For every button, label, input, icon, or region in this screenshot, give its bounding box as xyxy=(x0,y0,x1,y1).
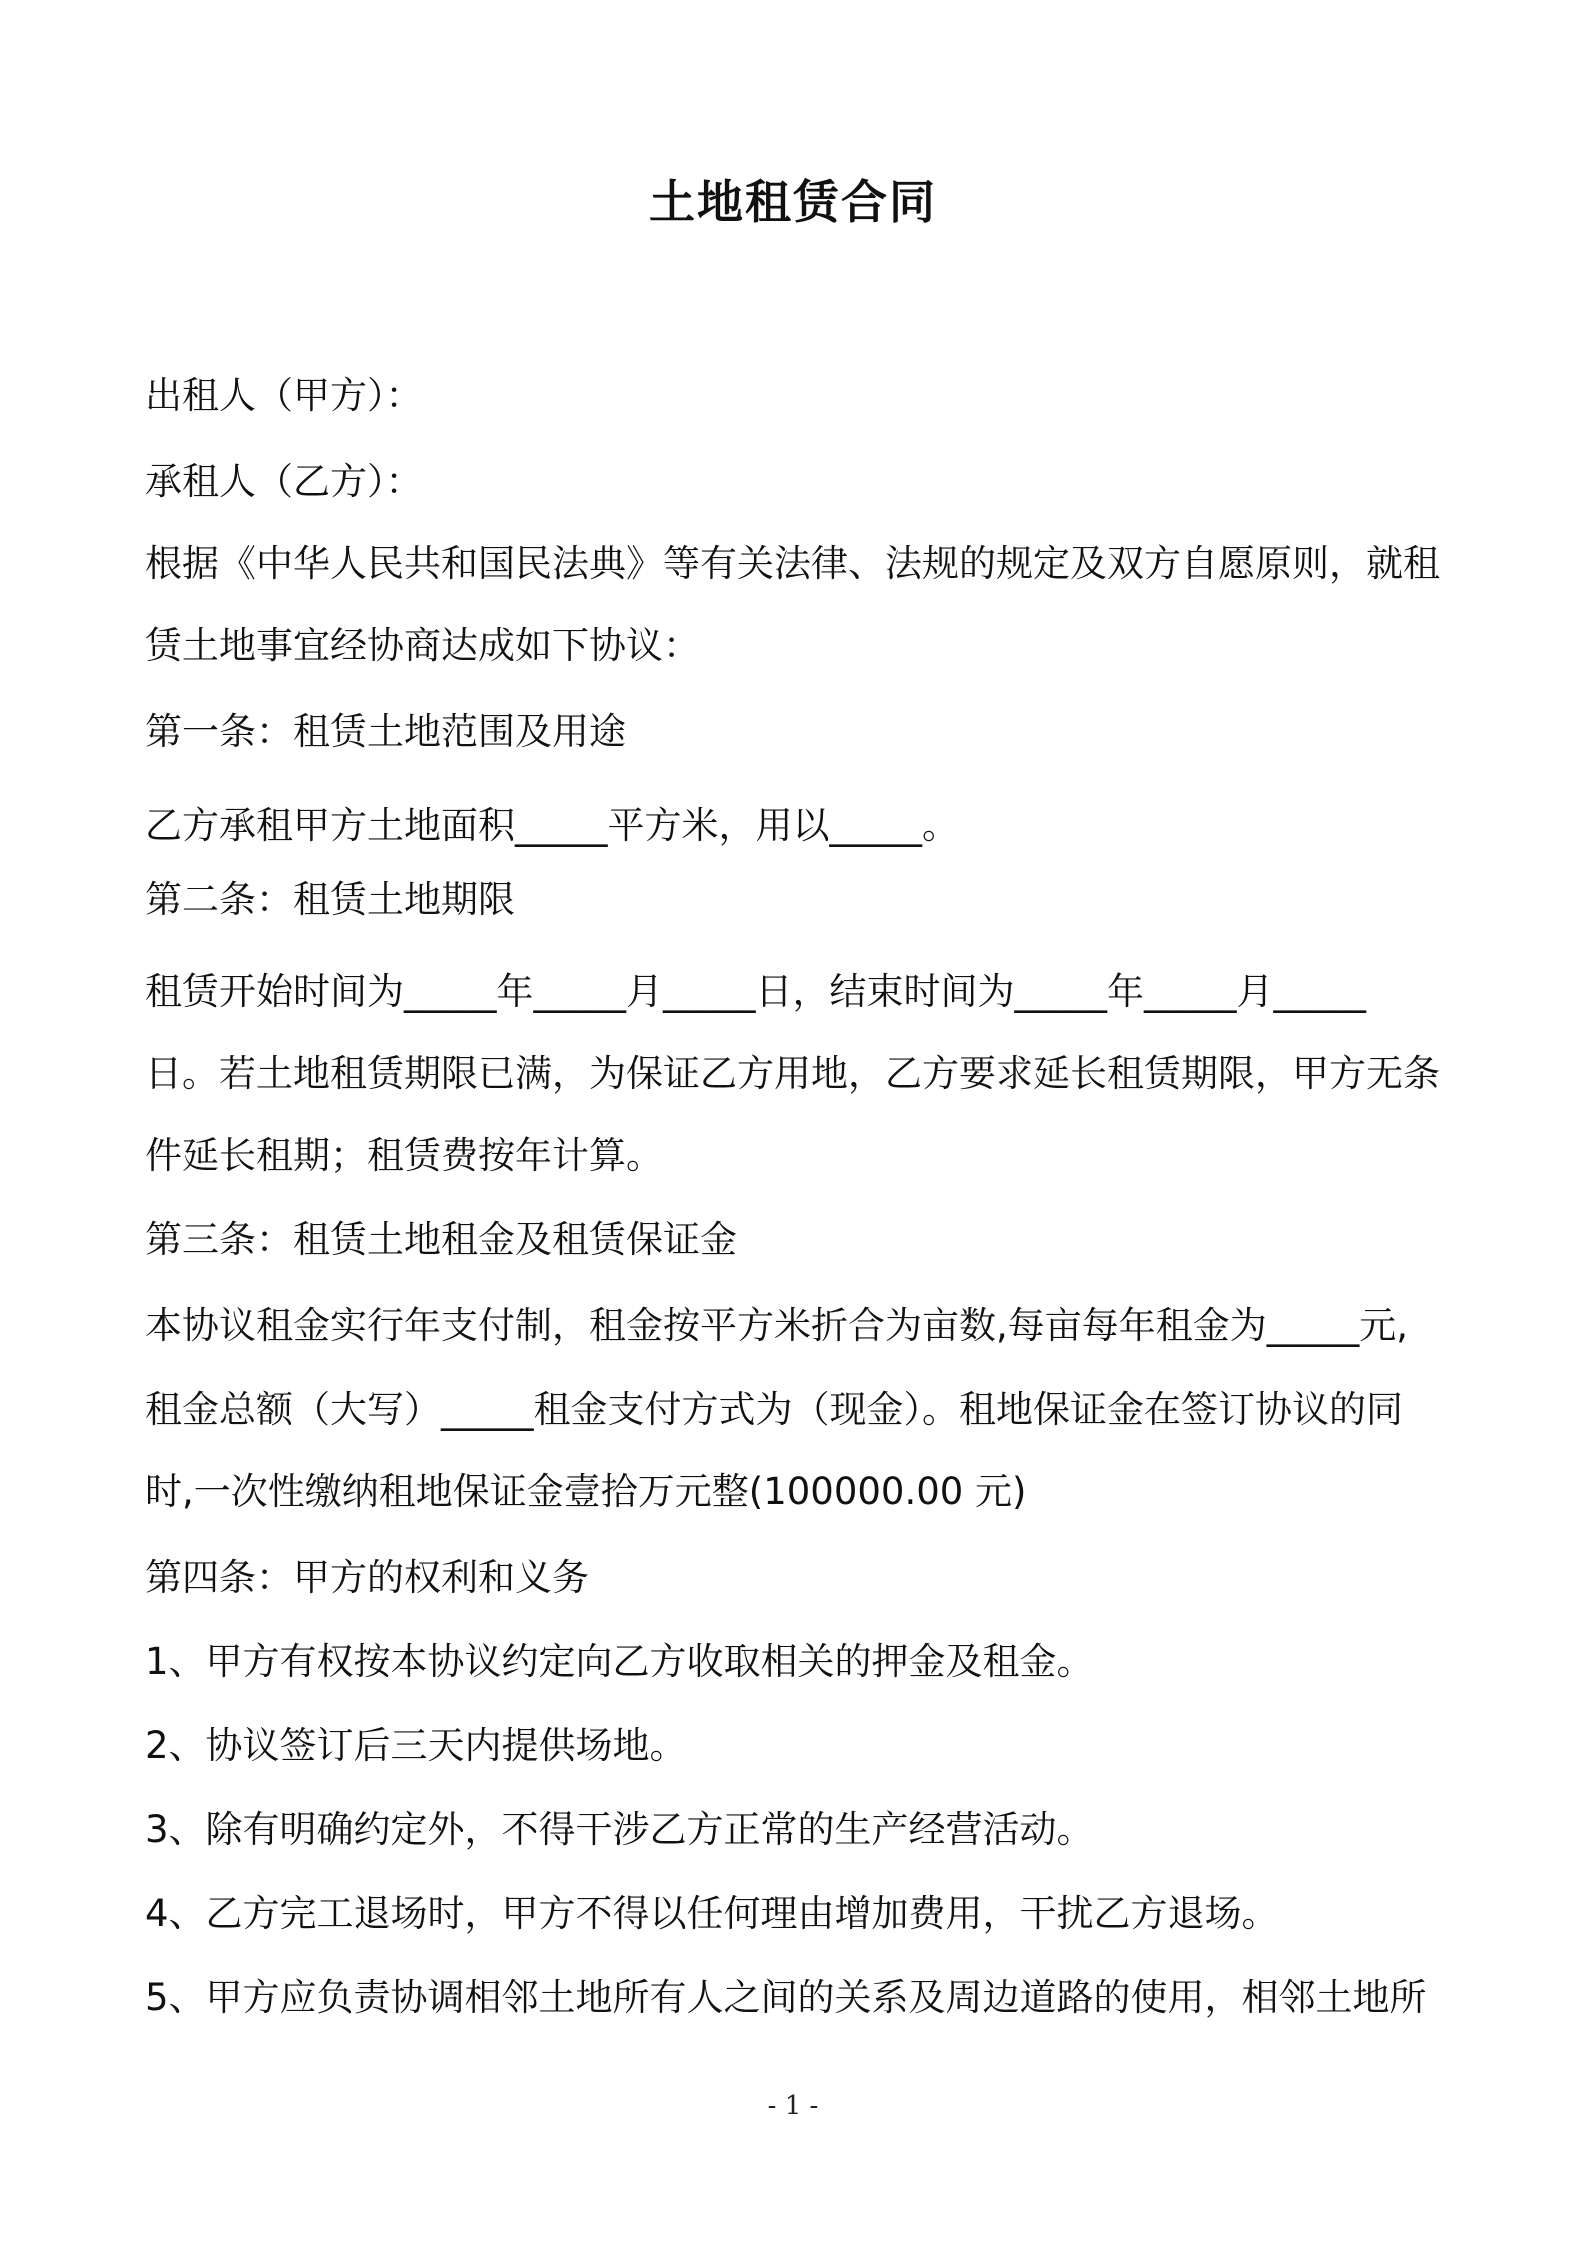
article-3-body-line-2: 租金总额（大写）_____租金支付方式为（现金）。租地保证金在签订协议的同 xyxy=(145,1388,1403,1431)
article-2-heading: 第二条：租赁土地期限 xyxy=(145,878,515,921)
article-3-heading: 第三条：租赁土地租金及租赁保证金 xyxy=(145,1218,737,1261)
lessee-party-line: 承租人（乙方）： xyxy=(145,460,423,503)
article-3-body-line-1: 本协议租金实行年支付制，租金按平方米折合为亩数,每亩每年租金为_____元, xyxy=(145,1304,1409,1347)
article-3-body-line-3: 时,一次性缴纳租地保证金壹拾万元整(100000.00 元) xyxy=(145,1470,1027,1513)
article-4-item-5: 5、甲方应负责协调相邻土地所有人之间的关系及周边道路的使用，相邻土地所 xyxy=(145,1976,1427,2019)
article-4-item-2: 2、协议签订后三天内提供场地。 xyxy=(145,1724,687,1767)
article-1-body: 乙方承租甲方土地面积_____平方米，用以_____。 xyxy=(145,804,959,847)
article-2-body-line-3: 件延长租期；租赁费按年计算。 xyxy=(145,1134,663,1177)
article-2-body-line-1: 租赁开始时间为_____年_____月_____日，结束时间为_____年_____月_____ xyxy=(145,970,1366,1013)
article-4-item-3: 3、除有明确约定外，不得干涉乙方正常的生产经营活动。 xyxy=(145,1808,1094,1851)
preamble-line-2: 赁土地事宜经协商达成如下协议： xyxy=(145,624,700,667)
article-2-body-line-2: 日。若土地租赁期限已满，为保证乙方用地，乙方要求延长租赁期限，甲方无条 xyxy=(145,1052,1440,1095)
document-title: 土地租赁合同 xyxy=(649,175,937,229)
lessor-party-line: 出租人（甲方）： xyxy=(145,374,423,417)
article-4-heading: 第四条：甲方的权利和义务 xyxy=(145,1556,589,1599)
article-4-item-4: 4、乙方完工退场时，甲方不得以任何理由增加费用，干扰乙方退场。 xyxy=(145,1892,1279,1935)
page-number: - 1 - xyxy=(767,2091,819,2121)
article-1-heading: 第一条：租赁土地范围及用途 xyxy=(145,710,626,753)
article-4-item-1: 1、甲方有权按本协议约定向乙方收取相关的押金及租金。 xyxy=(145,1640,1094,1683)
preamble-line-1: 根据《中华人民共和国民法典》等有关法律、法规的规定及双方自愿原则，就租 xyxy=(145,542,1440,585)
